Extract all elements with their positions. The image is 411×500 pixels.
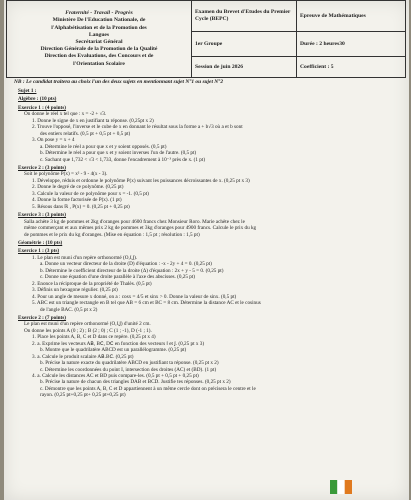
exam-sheet — [4, 0, 409, 500]
exam-line: 2. Donne le degré de ce polynôme. (0,25 pt) — [32, 184, 124, 191]
section-heading: Exercice 2 : (7 points) — [18, 314, 67, 321]
header-line: Ministère De l'Education Nationale, de — [52, 17, 146, 24]
exam-line: des entiers relatifs. (0,5 pt + 0,5 pt + 0,5 pt) — [40, 130, 131, 137]
exam-line: 1. Développe, réduis et ordonne le polynôme P(x) suivant les puissances décroissantes de x. (0,25 pt x 3) — [32, 177, 250, 184]
subject: Epreuve de Mathématiques — [297, 1, 406, 32]
exam-line: c. Démontre que les points A, B, C et D appartiennent à un même cercle dont on précisera le centre et le — [40, 385, 256, 392]
exam-name: Examen du Brevet d'Etudes du Premier Cycle (BEPC) — [192, 1, 297, 32]
exam-session: Session de juin 2026 — [192, 57, 297, 78]
header-line: Direction Générale de la Promotion de la Qualité — [40, 46, 158, 53]
exam-line: On donne les points A (0 ; 2) ; B (2 ; 0) ; C (1 ; -1), D (-1 ; 1). — [24, 327, 152, 334]
exam-line: 2. Enonce la réciproque de la propriété de Thalès. (0,5 pt) — [32, 280, 152, 287]
exam-line: 3. Calcule la valeur de ce polynôme pour x = -1. (0,5 pt) — [32, 190, 149, 197]
section-heading: Exercice 3 : (3 points) — [18, 212, 67, 219]
exam-line: Soit le polynôme P(x) = x² - 9 - 4(x - 3). — [24, 171, 108, 178]
header-line: l'Orientation Scolaire — [73, 60, 125, 67]
exam-line: 3. Définis un hexagone régulier. (0,25 pt) — [32, 287, 118, 294]
section-heading: Exercice 1 : (3 pts) — [18, 248, 60, 255]
exam-line: b. Précise la nature exacte du quadrilatère ABCD en justifiant ta réponse. (0,25 pt x 2) — [40, 360, 219, 367]
section-heading: Sujet 1 : — [18, 88, 37, 94]
exam-line: a. Détermine le réel a pour que x et y soient opposés. (0,5 pt) — [40, 143, 167, 150]
header-line: Secrétariat Général — [75, 39, 123, 45]
exam-line: 2. a. Exprime les vecteurs AB⃗, BC⃗, DC⃗ en fonction des vecteurs I⃗ et J⃗. (0,25 pt x 3) — [32, 340, 205, 347]
exam-line: a. Donne un vecteur directeur de la droite (D) d'équation : -x - 2y + 4 = 0. (0,25 pt) — [40, 261, 212, 268]
exam-line: b. Précise la nature de chacun des triangles DAB et BCD. Justifie tes réponses. (0,25 pt x 2) — [40, 379, 231, 386]
section-heading: Géométrie : (10 pts) — [18, 239, 63, 246]
instructions-note: NB : Le candidat traitera au choix l'un des deux sujets en mentionnant sujet N°1 ou sujet N°2 — [14, 79, 224, 85]
section-heading: Algèbre : (10 pts) — [18, 96, 57, 103]
exam-line: 4. a. Calcule les distances AC et BD puis compare-les. (0,5 pt + 0,5 pt + 0,25 pt) — [32, 373, 199, 380]
exam-line: 5. ABC est un triangle rectangle en B tel que AB = 6 cm et BC = 8 cm. Détermine la distance AC et le cosinus — [32, 300, 261, 307]
header-line: Fraternité - Travail - Progrès — [65, 10, 133, 17]
exam-line: On donne le réel x tel que : x = -2 + √3. — [24, 111, 107, 118]
exam-line: 4. Donne la forme factorisée de P(x). (1 pt) — [32, 197, 122, 204]
exam-line: 2. Trouve l'opposé, l'inverse et le cube de x en donnant le résultat sous la forme a + b√3 où a et b sont — [32, 124, 243, 131]
exam-line: de pommes et le prix du kg d'oranges. (Mise en équation : 1,5 pt ; résolution : 1,5 pt) — [24, 231, 200, 238]
exam-line: 3. a. Calcule le produit scalaire AB⃗.BC⃗. (0,25 pt) — [32, 353, 134, 360]
exam-body — [18, 88, 404, 399]
exam-line: 1. Place les points A, B, C et D dans ce repère. (0,25 pt x 4) — [32, 334, 156, 341]
exam-line: Salla achète 3 kg de pommes et 2kg d'oranges pour 4600 francs chez Monsieur Roro. Marie achète chez le — [24, 218, 245, 225]
exam-line: 3. On pose y = x + 4 — [32, 137, 75, 144]
flag-icon — [330, 480, 352, 494]
exam-coefficient: Coefficient : 5 — [297, 57, 406, 78]
section-heading: Exercice 1 : (4 points) — [18, 104, 67, 111]
exam-line: 1. Le plan est muni d'un repère orthonormé (O,I⃗,J⃗). — [32, 254, 138, 261]
ministry-block — [7, 1, 192, 78]
exam-line: c. Sachant que 1,732 < √3 < 1,733, donne l'encadrement à 10⁻³ près de x. (1 pt) — [40, 156, 206, 163]
exam-line: 4. Pour un angle de mesure x donné, on a : cosx = 4/5 et sinx > 0. Donne la valeur de sinx. (0,5 pt) — [32, 293, 237, 300]
exam-line: c. Donne une équation d'une droite parallèle à l'axe des abscisses. (0,25 pt) — [40, 274, 195, 281]
section-heading: Exercice 2 : (3 points) — [18, 164, 67, 171]
exam-line: c. Détermine les coordonnées du point I, intersection des droites (AC) et (BD). (1 pt) — [40, 366, 217, 373]
exam-line: b. Détermine le réel a pour que x et y soient inverses l'un de l'autre. (0,5 pt) — [40, 150, 197, 157]
exam-line: b. Détermine le coefficient directeur de la droite (Δ) d'équation : 2x + y - 5 = 0. (0,25 pt) — [40, 267, 224, 274]
exam-group: 1er Groupe — [192, 32, 297, 57]
exam-line: b. Montre que le quadrilatère ABCD est un parallélogramme. (0,25 pt) — [40, 347, 187, 354]
header-line: l'Alphabétisation et de la Promotion des — [51, 24, 147, 31]
exam-header — [6, 0, 406, 78]
exam-line: même commerçant et aux mêmes prix 2 kg de pommes et 3kg d'oranges pour 4900 francs. Calcule le prix du kg — [24, 225, 257, 232]
exam-line: 5. Résous dans ℝ , P(x) = 0. (0,25 pt + 0,25 pt) — [32, 203, 130, 210]
header-line: Langues — [88, 31, 110, 38]
exam-duration: Durée : 2 heures30 — [297, 32, 406, 57]
exam-line: rayon. (0,25 pt+0,25 pt+ 0,25 pt+0,25 pt) — [40, 392, 126, 399]
exam-line: Le plan est muni d'un repère orthonormé (O,I⃗,J⃗) d'unité 2 cm. — [24, 321, 151, 328]
header-line: Direction des Evaluations, des Concours et de — [44, 53, 154, 60]
exam-line: de l'angle BAC. (0,5 pt x 2) — [40, 306, 98, 313]
exam-line: 1. Donne le signe de x en justifiant ta réponse. (0,25pt x 2) — [32, 117, 154, 124]
